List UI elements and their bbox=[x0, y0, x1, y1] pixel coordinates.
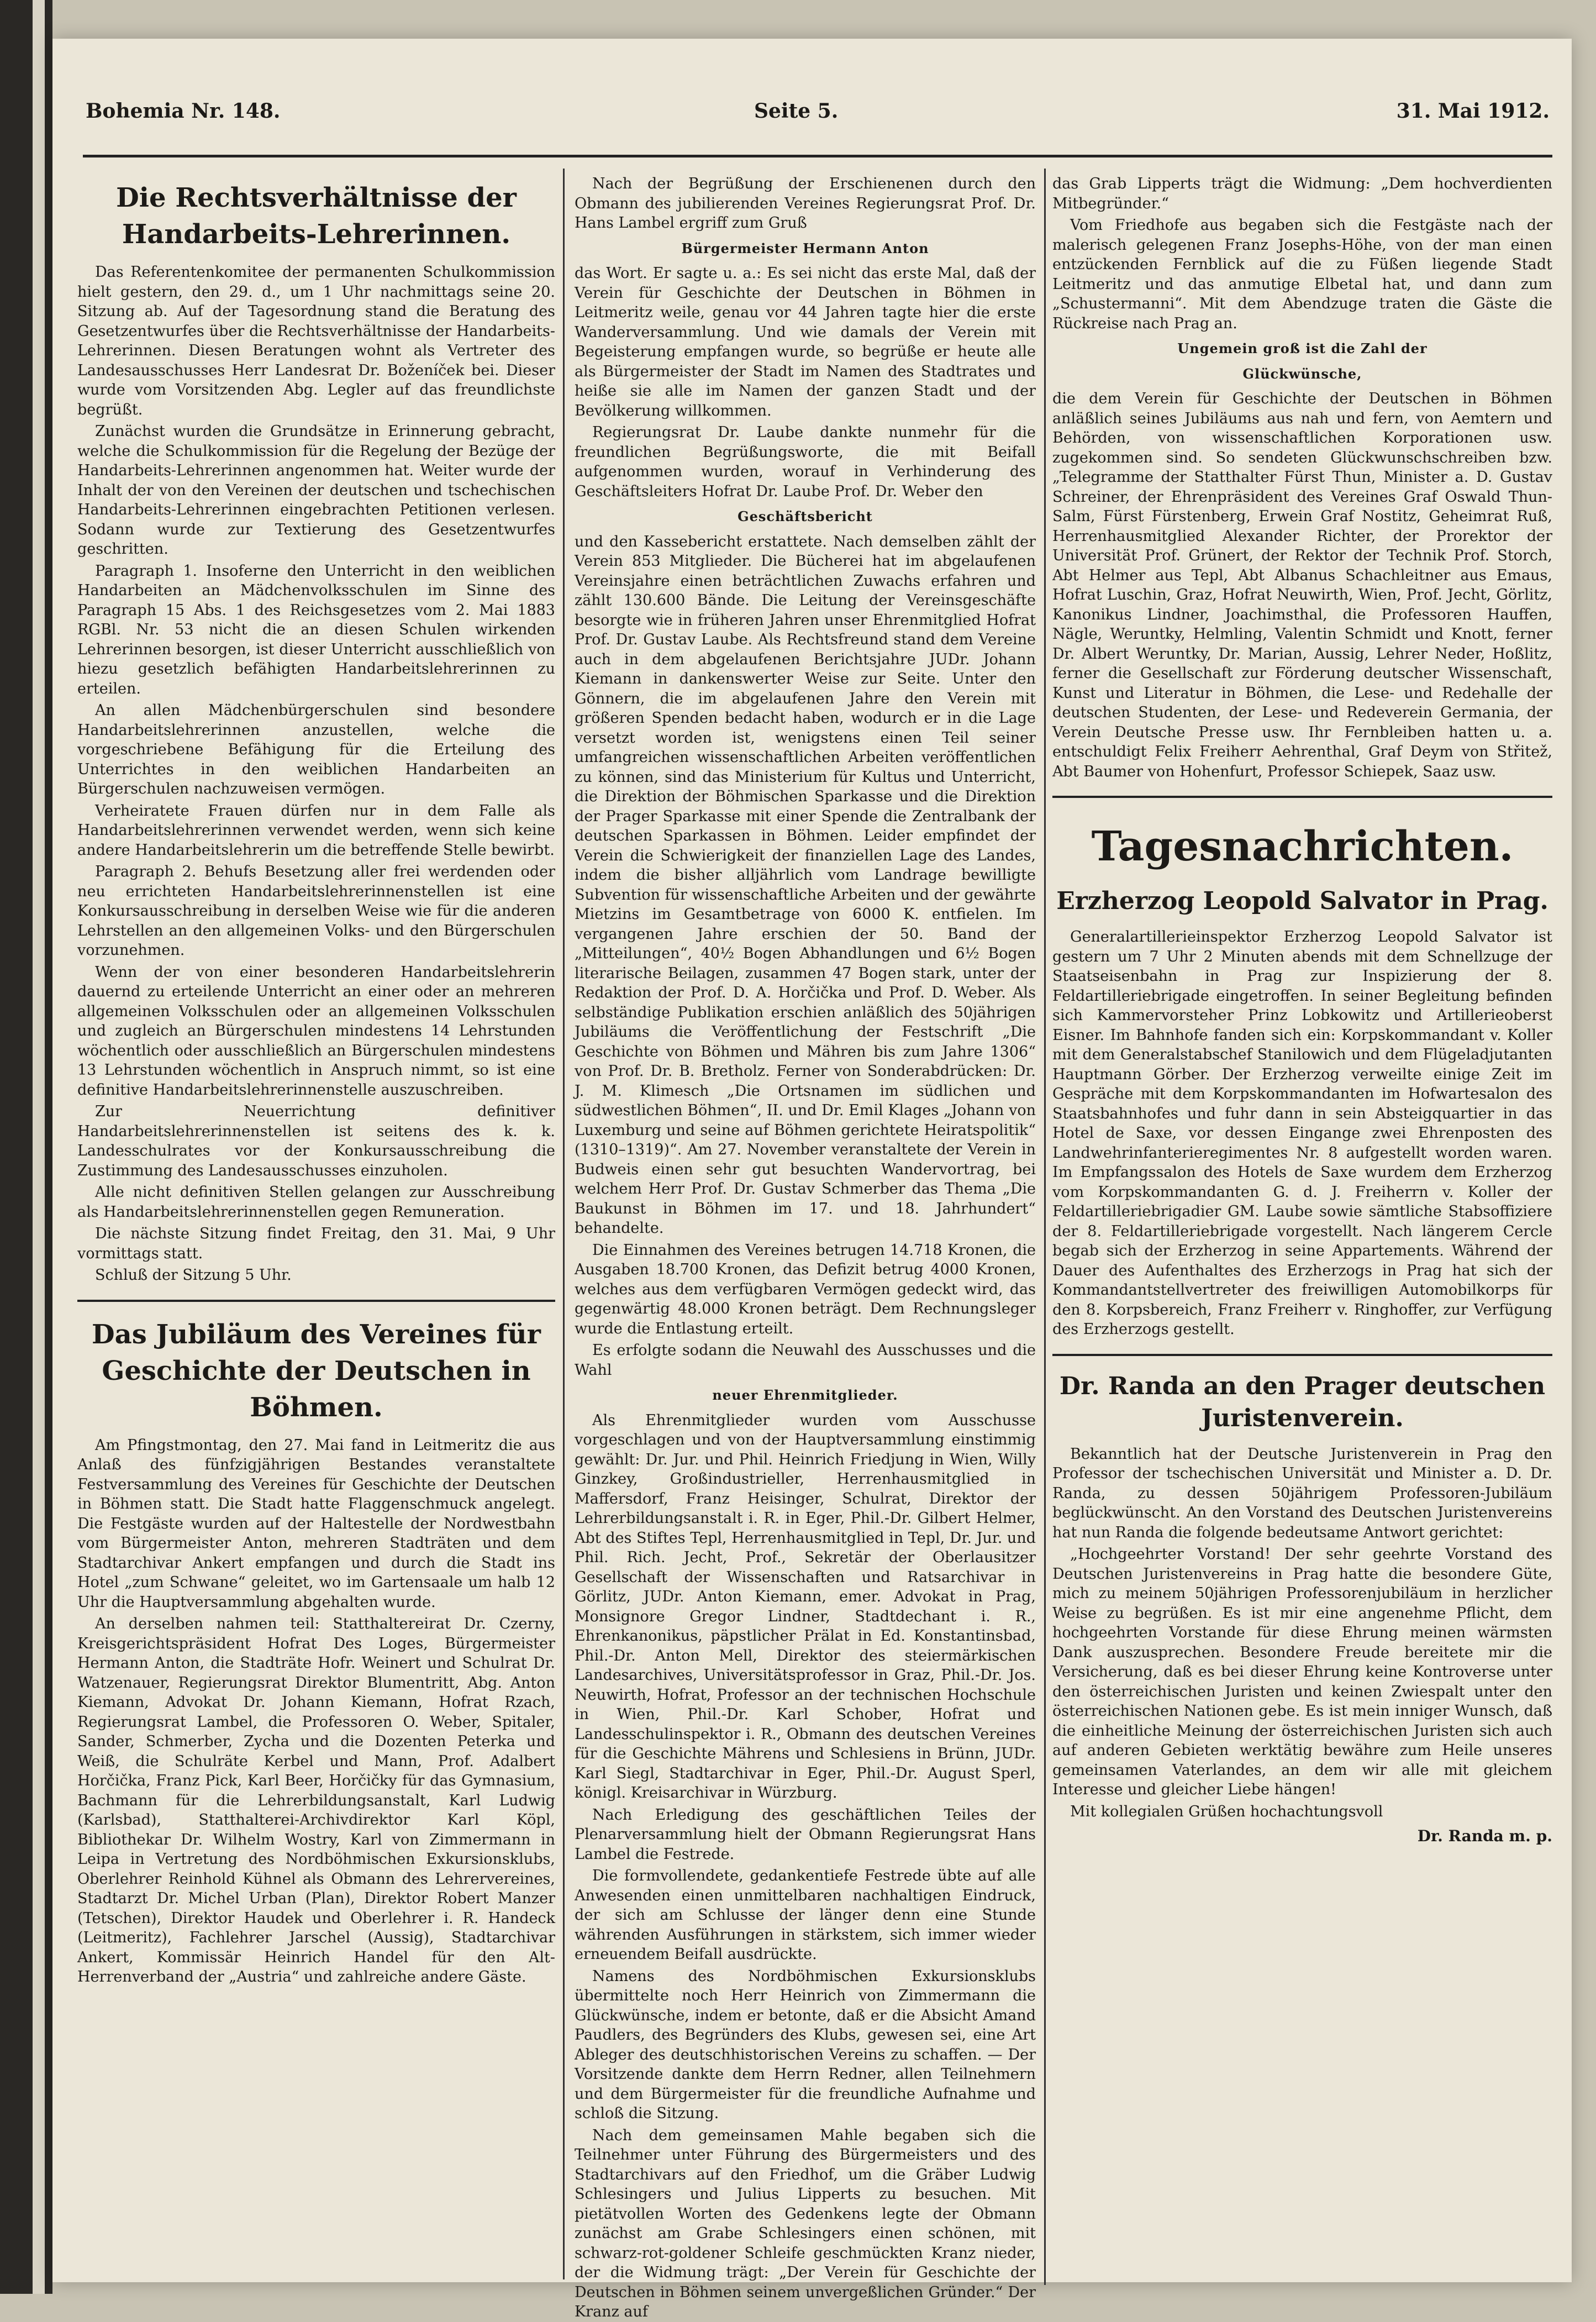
subheading: Geschäftsbericht bbox=[738, 508, 873, 524]
column-2 bbox=[575, 174, 1036, 2320]
section-separator bbox=[1052, 796, 1552, 798]
paragraph: Bekanntlich hat der Deutsche Juristenverein in Prag den Professor der tschechischen Universität und Minister a. D. Dr. Randa, zu dessen 50jährigem Professoren-Jubiläum beglückwünscht. An den Vorstand des Deutschen Juristenvereins hat nun Randa die folgende bedeutsame Antwort gerichtet: bbox=[1052, 1445, 1552, 1541]
subheading: Ungemein groß ist die Zahl der bbox=[1177, 340, 1428, 356]
paragraph: das Grab Lipperts trägt die Widmung: „Dem hochverdienten Mitbegründer.“ bbox=[1052, 175, 1552, 212]
paragraph: An derselben nahmen teil: Statthaltereirat Dr. Czerny, Kreisgerichtspräsident Hofrat Des Loges, Bürgermeister Hermann Anton, die Stadträte Hofr. Weinert und Schulrat Dr. Watzenauer, Regierungsrat Direktor Blumentritt, Abg. Anton Kiemann, Advokat Dr. Johann Kiemann, Hofrat Rzach, Regierungsrat Lambel, die Professoren O. Weber, Spitaler, Sander, Schmerber, Zycha und die Dozenten Peterka und Weiß, die Schulräte Kerbel und Mann, Prof. Adalbert Horčička, Franz Pick, Karl Beer, Horčičky für das Gymnasium, Bachmann für die Lehrerbildungsanstalt, Karl Ludwig (Karlsbad), Statthalterei-Archivdirektor Karl Köpl, Bibliothekar Dr. Wilhelm Wostry, Karl von Zimmermann in Leipa in Vertretung des Nordböhmischen Exkursionsklubs, Oberlehrer Reinhold Kühnel als Obmann des Lehrervereines, Stadtarzt Dr. Michel Urban (Plan), Direktor Robert Manzer (Tetschen), Direktor Haudek und Oberlehrer i. R. Handeck (Leitmeritz), Fachlehrer Jarschel (Aussig), Stadtarchivar Ankert, Kommissär Heinrich Handel für den Alt-Herrenverband der „Austria“ und zahlreiche andere Gäste. bbox=[77, 1615, 555, 1985]
paragraph: Regierungsrat Dr. Laube dankte nunmehr für die freundlichen Begrüßungsworte, die mit Beifall aufgenommen wurden, worauf in Verhinderung des Geschäftsleiters Hofrat Dr. Laube Prof. Dr. Weber den bbox=[575, 424, 1036, 500]
column-1 bbox=[77, 174, 555, 2268]
subheading: Bürgermeister Hermann Anton bbox=[681, 240, 929, 256]
binding-edge bbox=[0, 0, 52, 2294]
paragraph: Die formvollendete, gedankentiefe Festrede übte auf alle Anwesenden einen unmittelbaren nachhaltigen Eindruck, der sich am Schlusse der länger denn eine Stunde währenden Ausführungen in stärkstem, sich immer wieder erneuendem Beifall ausdrückte. bbox=[575, 1867, 1036, 1963]
header-page-number: Seite 5. bbox=[754, 99, 839, 123]
paragraph: Am Pfingstmontag, den 27. Mai fand in Leitmeritz die aus Anlaß des fünfzigjährigen Bestandes veranstaltete Festversammlung des Vereines für Geschichte der Deutschen in Böhmen statt. Die Stadt hatte Flaggenschmuck angelegt. Die Festgäste wurden auf der Haltestelle der Nordwestbahn vom Bürgermeister Anton, mehreren Stadträten und dem Stadtarchivar Ankert empfangen und durch die Stadt ins Hotel „zum Schwane“ geleitet, wo im Gartensaale um halb 12 Uhr die Hauptversammlung abgehalten wurde. bbox=[77, 1436, 555, 1611]
article-headline-erzherzog: Erzherzog Leopold Salvator in Prag. bbox=[1056, 887, 1548, 915]
paragraph: Nach dem gemeinsamen Mahle begaben sich die Teilnehmer unter Führung des Bürgermeisters und des Stadtarchivars auf den Friedhof, um die Gräber Ludwig Schlesingers und Julius Lipperts zu besuchen. Mit pietätvollen Worten des Gedenkens legte der Obmann zunächst am Grabe Schlesingers einen schönen, mit schwarz-rot-goldener Schleife geschmückten Kranz nieder, der die Widmung trägt: „Der Verein für Geschichte der Deutschen in Böhmen seinem unvergeßlichen Gründer.“ Der Kranz auf bbox=[575, 2126, 1036, 2320]
column-rule-2 bbox=[1044, 169, 1046, 2285]
paragraph: Verheiratete Frauen dürfen nur in dem Falle als Handarbeitslehrerinnen verwendet werden, wenn sich keine andere Handarbeitslehrerin um die betreffende Stelle bewirbt. bbox=[77, 802, 555, 859]
paragraph: Namens des Nordböhmischen Exkursionsklubs übermittelte noch Herr Heinrich von Zimmermann die Glückwünsche, indem er betonte, daß er die Absicht Amand Paudlers, des Begründers des Klubs, gewesen sei, eine Art Ableger des deutschhistorischen Vereins zu schaffen. — Der Vorsitzende dankte dem Herrn Redner, allen Teilnehmern und dem Bürgermeister für die freundliche Aufnahme und schloß die Sitzung. bbox=[575, 1967, 1036, 2122]
header-date: 31. Mai 1912. bbox=[1396, 99, 1550, 123]
paragraph: Paragraph 1. Insoferne den Unterricht in den weiblichen Handarbeiten an Mädchenvolksschulen im Sinne des Paragraph 15 Abs. 1 des Reichsgesetzes vom 2. Mai 1883 RGBl. Nr. 53 nicht die an diesen Schulen wirkenden Lehrerinnen besorgen, ist dieser Unterricht ausschließlich von hiezu gesetzlich befähigten Handarbeitslehrerinnen zu erteilen. bbox=[77, 562, 555, 697]
paragraph: An allen Mädchenbürgerschulen sind besondere Handarbeitslehrerinnen anzustellen, welche die vorgeschriebene Befähigung für die Erteilung des Unterrichtes in den weiblichen Handarbeiten an Bürgerschulen nachzuweisen vermögen. bbox=[77, 702, 555, 797]
paragraph: Mit kollegialen Grüßen hochachtungsvoll bbox=[1070, 1803, 1383, 1820]
column-rule-1 bbox=[563, 169, 565, 2279]
section-headline-tagesnachrichten: Tagesnachrichten. bbox=[1091, 823, 1514, 870]
article-headline-jubilaeum: Das Jubiläum des Vereines für Geschichte der Deutschen in Böhmen. bbox=[92, 1318, 541, 1423]
paragraph: Nach Erledigung des geschäftlichen Teiles der Plenarversammlung hielt der Obmann Regierungsrat Hans Lambel die Festrede. bbox=[575, 1806, 1036, 1863]
paragraph: das Wort. Er sagte u. a.: Es sei nicht das erste Mal, daß der Verein für Geschichte der Deutschen in Böhmen in Leitmeritz weile, genau vor 44 Jahren tagte hier die erste Wanderversammlung. Und wie damals der Verein mit Begeisterung empfangen wurde, so begrüße er heute alle als Bürgermeister der Stadt im Namen des Stadtrates und heiße sie alle im Namen der ganzen Stadt und der Bevölkerung willkommen. bbox=[575, 265, 1036, 419]
paragraph: Das Referentenkomitee der permanenten Schulkommission hielt gestern, den 29. d., um 1 Uhr nachmittags seine 20. Sitzung ab. Auf der Tagesordnung stand die Beratung des Gesetzentwurfes über die Rechtsverhältnisse der Handarbeits-Lehrerinnen. Diesen Beratungen wohnt als Vertreter des Landesausschusses Herr Landesrat Dr. Boženíček bei. Dieser wurde vom Vorsitzenden Abg. Legler auf das freundlichste begrüßt. bbox=[77, 264, 555, 418]
paragraph: Als Ehrenmitglieder wurden vom Ausschusse vorgeschlagen und von der Hauptversammlung einstimmig gewählt: Dr. Jur. und Phil. Heinrich Friedjung in Wien, Willy Ginzkey, Großindustrieller, Herrenhausmitglied in Maffersdorf, Franz Heisinger, Schulrat, Direktor der Lehrerbildungsanstalt i. R. in Eger, Phil.-Dr. Gilbert Helmer, Abt des Stiftes Tepl, Herrenhausmitglied in Tepl, Dr. Jur. und Phil. Rich. Jecht, Prof., Sekretär der Oberlausitzer Gesellschaft der Wissenschaften und Ratsarchivar in Görlitz, JUDr. Anton Kiemann, emer. Advokat in Prag, Monsignore Gregor Lindner, Stadtdechant i. R., Ehrenkanonikus, päpstlicher Prälat in Ed. Konstantinsbad, Phil.-Dr. Anton Mell, Direktor des steiermärkischen Landesarchives, Universitätsprofessor in Graz, Phil.-Dr. Jos. Neuwirth, Hofrat, Professor an der technischen Hochschule in Wien, Phil.-Dr. Karl Schober, Hofrat und Landesschulinspektor i. R., Obmann des deutschen Vereines für die Geschichte Mährens und Schlesiens in Brünn, JUDr. Karl Siegl, Stadtarchivar in Eger, Phil.-Dr. August Sperl, königl. Kreisarchivar in Würzburg. bbox=[575, 1411, 1036, 1801]
paragraph: Alle nicht definitiven Stellen gelangen zur Ausschreibung als Handarbeitslehrerinnenstellen gegen Remuneration. bbox=[77, 1184, 555, 1221]
page-header bbox=[86, 99, 1550, 144]
paragraph: Zunächst wurden die Grundsätze in Erinnerung gebracht, welche die Schulkommission für die Regelung der Bezüge der Handarbeits-Lehrerinnen angenommen hat. Weiter wurde der Inhalt der von den Vereinen der deutschen und tschechischen Handarbeits-Lehrerinnen eingebrachten Petitionen verlesen. Sodann wurde zur Textierung des Gesetzentwurfes geschritten. bbox=[77, 423, 555, 558]
paragraph: und den Kassebericht erstattete. Nach demselben zählt der Verein 853 Mitglieder. Die Bücherei hat im abgelaufenen Vereinsjahre einen beträchtlichen Zuwachs erfahren und zählt 130.600 Bände. Die Leitung der Vereinsgeschäfte besorgte wie in früheren Jahren unser Ehrenmitglied Hofrat Prof. Dr. Gustav Laube. Als Rechtsfreund stand dem Vereine auch in dem abgelaufenen Berichtsjahre JUDr. Johann Kiemann in dankenswerter Weise zur Seite. Unter den Gönnern, die im abgelaufenen Jahre den Verein mit größeren Spenden bedacht haben, wodurch er in die Lage versetzt worden ist, wenigstens einen Teil seiner umfangreichen wissenschaftlichen Arbeiten veröffentlichen zu können, sind das Ministerium für Kultus und Unterricht, die Direktion der Böhmischen Sparkasse und die Direktion der Prager Sparkasse mit einer Spende die Zentralbank der deutschen Sparkassen in Böhmen. Leider empfindet der Verein die Schwierigkeit der finanziellen Lage des Landes, indem die bisher alljährlich vom Landrage bewilligte Subvention für wissenschaftliche Arbeiten und der gewährte Mietzins im Gesamtbetrage von 6000 K. entfielen. Im vergangenen Jahre erschien der 50. Band der „Mitteilungen“, 40½ Bogen Abhandlungen und 6½ Bogen literarische Beilagen, zusammen 47 Bogen stark, unter der Redaktion der Prof. D. A. Horčička und Prof. D. Weber. Als selbständige Publikation erschien anläßlich des 50jährigen Jubiläums die Veröffentlichung der Festschrift „Die Geschichte von Böhmen und Mähren bis zum Jahre 1306“ von Prof. Dr. B. Bretholz. Ferner von Sonderabdrücken: Dr. J. M. Klimesch „Die Ortsnamen im südlichen und südwestlichen Böhmen“, II. und Dr. Emil Klages „Johann von Luxemburg und seine auf Böhmen gerichtete Heiratspolitik“ (1310–1319)“. Am 27. November veranstaltete der Verein in Budweis einen sehr gut besuchten Wandervortrag, bei welchem Herr Prof. Dr. Gustav Schmerber das Thema „Die Baukunst in Böhmen im 17. und 18. Jahrhundert“ behandelte. bbox=[575, 533, 1036, 1237]
subheading: Glückwünsche, bbox=[1242, 365, 1362, 382]
paragraph: Schluß der Sitzung 5 Uhr. bbox=[95, 1267, 292, 1284]
article-headline-randa: Dr. Randa an den Prager deutschen Juristenverein. bbox=[1059, 1372, 1546, 1432]
paragraph: Generalartillerieinspektor Erzherzog Leopold Salvator ist gestern um 7 Uhr 2 Minuten abends mit dem Schnellzuge der Staatseisenbahn in Prag zur Inspizierung der 8. Feldartilleriebrigade eingetroffen. In seiner Begleitung befinden sich Kammervorsteher Prinz Lobkowitz und Artillerieoberst Eisner. Im Bahnhofe fanden sich ein: Korpskommandant v. Koller mit dem Generalstabschef Stanilowich und dem Flügeladjutanten Hauptmann Görber. Der Erzherzog verweilte einige Zeit im Gespräche mit dem Korpskommandanten im Hofwartesalon des Staatsbahnhofes und fuhr dann in sein Absteigquartier in das Hotel de Saxe, vor dessen Eingange zwei Ehrenposten des Landwehrinfanterieregimentes Nr. 8 aufgestellt worden waren. Im Empfangssalon des Hotels de Saxe wurdem dem Erzherzog vom Korpskommandanten G. d. J. Freiherrn v. Koller der Feldartilleriebrigadier GM. Laube sowie sämtliche Stabsoffiziere der 8. Feldartilleriebrigade vorgestellt. Nach längerem Cercle begab sich der Erzherzog in seine Appartements. Während der Dauer des Aufenthaltes des Erzherzogs in Prag hat sich der Kommandantstellvertreter des freiwilligen Automobilkorps für den 8. Korpsbereich, Franz Freiherr v. Ringhoffer, zur Verfügung des Erzherzogs gestellt. bbox=[1052, 928, 1552, 1338]
paragraph: „Hochgeehrter Vorstand! Der sehr geehrte Vorstand des Deutschen Juristenvereins in Prag hatte die besondere Güte, mich zu meinem 50jährigen Professorenjubiläum in herzlicher Weise zu begrüßen. Es ist mir eine angenehme Pflicht, dem hochgeehrten Vorstande für diese Ehrung meinen wärmsten Dank auszusprechen. Besondere Freude bereitete mir die Versicherung, daß es bei dieser Ehrung keine Kontroverse unter den österreichischen Juristen und keinen Zwiespalt unter den österreichischen Nationen gebe. Es ist mein inniger Wunsch, daß die einheitliche Meinung der österreichischen Juristen sich auch auf anderen Gebieten werktätig bewähre zum Heile unseres gemeinsamen Vaterlandes, an dem wir alle mit gleichem Interesse und gleicher Liebe hängen! bbox=[1052, 1546, 1552, 1798]
header-rule bbox=[83, 155, 1552, 157]
paragraph: Nach der Begrüßung der Erschienenen durch den Obmann des jubilierenden Vereines Regierungsrat Prof. Dr. Hans Lambel ergriff zum Gruß bbox=[575, 175, 1036, 232]
paragraph: Vom Friedhofe aus begaben sich die Festgäste nach der malerisch gelegenen Franz Josephs-Höhe, von der man einen entzückenden Fernblick auf die zu Füßen liegende Stadt Leitmeritz und das anmutige Elbetal hat, und dann zum „Schustermanni“. Mit dem Abendzuge traten die Gäste die Rückreise nach Prag an. bbox=[1052, 217, 1552, 332]
paragraph: Es erfolgte sodann die Neuwahl des Ausschusses und die Wahl bbox=[575, 1342, 1036, 1379]
newspaper-page bbox=[52, 39, 1572, 2320]
paragraph: Die nächste Sitzung findet Freitag, den 31. Mai, 9 Uhr vormittags statt. bbox=[77, 1225, 555, 1262]
paragraph: Wenn der von einer besonderen Handarbeitslehrerin dauernd zu erteilende Unterricht an einer oder an mehreren allgemeinen Volksschulen oder an allgemeinen Volksschulen und zugleich an Bürgerschulen mindestens 14 Lehrstunden wöchentlich oder ausschließlich an Bürgerschulen mindestens 13 Lehrstunden wöchentlich in Anspruch nimmt, so ist eine definitive Handarbeitslehrerinnenstelle auszuschreiben. bbox=[77, 963, 555, 1099]
column-3 bbox=[1052, 174, 1552, 2274]
paragraph: Paragraph 2. Behufs Besetzung aller frei werdenden oder neu errichteten Handarbeitslehrerinnenstellen ist eine Konkursausschreibung in derselben Weise wie für die anderen Lehrstellen an den allgemeinen Volks- und den Bürgerschulen vorzunehmen. bbox=[77, 863, 555, 959]
article-headline-handarbeit: Die Rechtsverhältnisse der Handarbeits-Lehrerinnen. bbox=[116, 182, 517, 250]
paragraph: Die Einnahmen des Vereines betrugen 14.718 Kronen, die Ausgaben 18.700 Kronen, das Defizit betrug 4000 Kronen, welches aus dem verfügbaren Vermögen gedeckt wird, das gegenwärtig 48.000 Kronen beträgt. Dem Rechnungsleger wurde die Entlastung erteilt. bbox=[575, 1241, 1036, 1337]
paragraph: die dem Verein für Geschichte der Deutschen in Böhmen anläßlich seines Jubiläums aus nah und fern, von Aemtern und Behörden, von wissenschaftlichen Korporationen usw. zugekommen sind. So sendeten Glückwunschschreiben bzw. „Telegramme der Statthalter Fürst Thun, Minister a. D. Gustav Schreiner, der Ehrenpräsident des Vereines Graf Oswald Thun-Salm, Fürst Fürstenberg, Erwein Graf Nostitz, Geheimrat Ruß, Herrenhausmitglied Alexander Richter, der Prorektor der Universität Prof. Grünert, der Rektor der Technik Prof. Storch, Abt Helmer aus Tepl, Abt Albanus Schachleitner aus Emaus, Hofrat Luschin, Graz, Hofrat Neuwirth, Wien, Prof. Jecht, Görlitz, Kanonikus Lindner, Joachimsthal, die Professoren Hauffen, Nägle, Weruntky, Helmling, Valentin Schmidt und Knott, ferner Dr. Albert Weruntky, Dr. Marian, Aussig, Lehrer Neder, Hoßlitz, ferner die Gesellschaft zur Förderung deutscher Wissenschaft, Kunst und Literatur in Böhmen, die Lese- und Redehalle der deutschen Studenten, der Lese- und Redeverein Germania, der Verein Deutsche Presse usw. Ihr Fernbleiben hatten u. a. entschuldigt Felix Freiherr Aehrenthal, Graf Deym von Střitež, Abt Baumer von Hohenfurt, Professor Schiepek, Saaz usw. bbox=[1052, 390, 1552, 780]
header-issue: Bohemia Nr. 148. bbox=[86, 99, 281, 123]
article-separator bbox=[77, 1300, 555, 1302]
paragraph: Zur Neuerrichtung definitiver Handarbeitslehrerinnenstellen ist seitens des k. k. Landesschulrates vor der Konkursausschreibung die Zustimmung des Landesausschusses einzuholen. bbox=[77, 1103, 555, 1179]
article-separator bbox=[1052, 1354, 1552, 1356]
signature: Dr. Randa m. p. bbox=[1417, 1827, 1552, 1845]
subheading: neuer Ehrenmitglieder. bbox=[712, 1387, 898, 1403]
